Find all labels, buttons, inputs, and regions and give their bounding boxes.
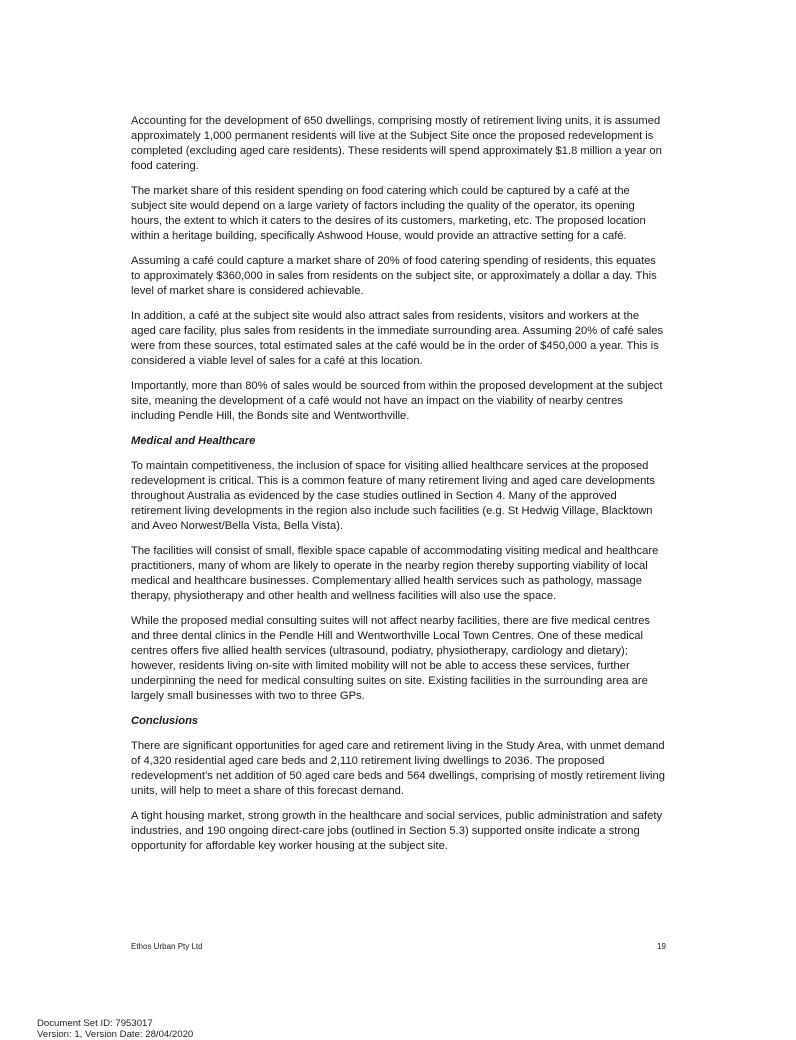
paragraph-cafe-capture: Assuming a café could capture a market share of 20% of food catering spending of residents, this equates to approximately $360,000 in sales from residents on the subject site, or approximately a dollar a day. This level of market share is considered achievable.	[131, 255, 657, 297]
paragraph-key-worker-housing: A tight housing market, strong growth in the healthcare and social services, public administration and safety industries, and 190 ongoing direct-care jobs (outlined in Section 5.3) supported onsite indicate a strong opportunity for affordable key worker housing at the subject site.	[131, 810, 663, 852]
heading-medical-healthcare: Medical and Healthcare	[131, 435, 256, 447]
page-footer	[131, 942, 666, 952]
paragraph-consulting-suites: While the proposed medial consulting suites will not affect nearby facilities, there are five medical centres and three dental clinics in the Pendle Hill and Wentworthville Local Town Centres. One of these medical centres offers five allied health services (ultrasound, podiatry, physiotherapy, cardiology and dietary); however, residents living on-site with limited mobility will not be able to access these services, further underpinning the need for medical consulting suites on site. Existing facilities in the surrounding area are largely small businesses with two to three GPs.	[131, 615, 651, 702]
document-set-stamp	[37, 1018, 193, 1040]
paragraph-additional-sales: In addition, a café at the subject site would also attract sales from residents, visitors and workers at the aged care facility, plus sales from residents in the immediate surrounding area. Assuming 20% of café sales were from these sources, total estimated sales at the café would be in the order of $450,000 a year. This is considered a viable level of sales for a café at this location.	[131, 310, 664, 367]
body-content	[131, 114, 667, 864]
document-set-id: Document Set ID: 7953017	[37, 1018, 153, 1029]
document-version: Version: 1, Version Date: 28/04/2020	[37, 1029, 194, 1040]
footer-page-number: 19	[657, 942, 666, 951]
paragraph-market-share: The market share of this resident spending on food catering which could be captured by a café at the subject site would depend on a large variety of factors including the quality of the operator, its opening hours, the extent to which it caters to the desires of its customers, marketing, etc. The proposed location within a heritage building, specifically Ashwood House, would provide an attractive setting for a café.	[131, 185, 646, 242]
paragraph-residents-spending: Accounting for the development of 650 dwellings, comprising mostly of retirement living units, it is assumed approximately 1,000 permanent residents will live at the Subject Site once the proposed redevelopment is completed (excluding aged care residents). These residents will spend approximately $1.8 million a year on food catering.	[131, 115, 662, 172]
paragraph-competitiveness: To maintain competitiveness, the inclusion of space for visiting allied healthcare services at the proposed redevelopment is critical. This is a common feature of many retirement living and aged care developments throughout Australia as evidenced by the case studies outlined in Section 4. Many of the approved retirement living developments in the region also include such facilities (e.g. St Hedwig Village, Blacktown and Aveo Norwest/Bella Vista, Bella Vista).	[131, 460, 655, 532]
paragraph-opportunities: There are significant opportunities for aged care and retirement living in the Study Area, with unmet demand of 4,320 residential aged care beds and 2,110 retirement living dwellings to 2036. The proposed redevelopment’s net addition of 50 aged care beds and 564 dwellings, comprising of mostly retirement living units, will help to meet a share of this forecast demand.	[131, 740, 665, 797]
paragraph-facilities: The facilities will consist of small, flexible space capable of accommodating visiting medical and healthcare practitioners, many of whom are likely to operate in the nearby region thereby supporting viability of local medical and healthcare businesses. Complementary allied health services such as pathology, massage therapy, physiotherapy and other health and wellness facilities will also use the space.	[131, 545, 659, 602]
paragraph-sales-sourced: Importantly, more than 80% of sales would be sourced from within the proposed development at the subject site, meaning the development of a café would not have an impact on the viability of nearby centres including Pendle Hill, the Bonds site and Wentworthville.	[131, 380, 663, 422]
heading-conclusions: Conclusions	[131, 715, 199, 727]
footer-company: Ethos Urban Pty Ltd	[131, 942, 203, 951]
